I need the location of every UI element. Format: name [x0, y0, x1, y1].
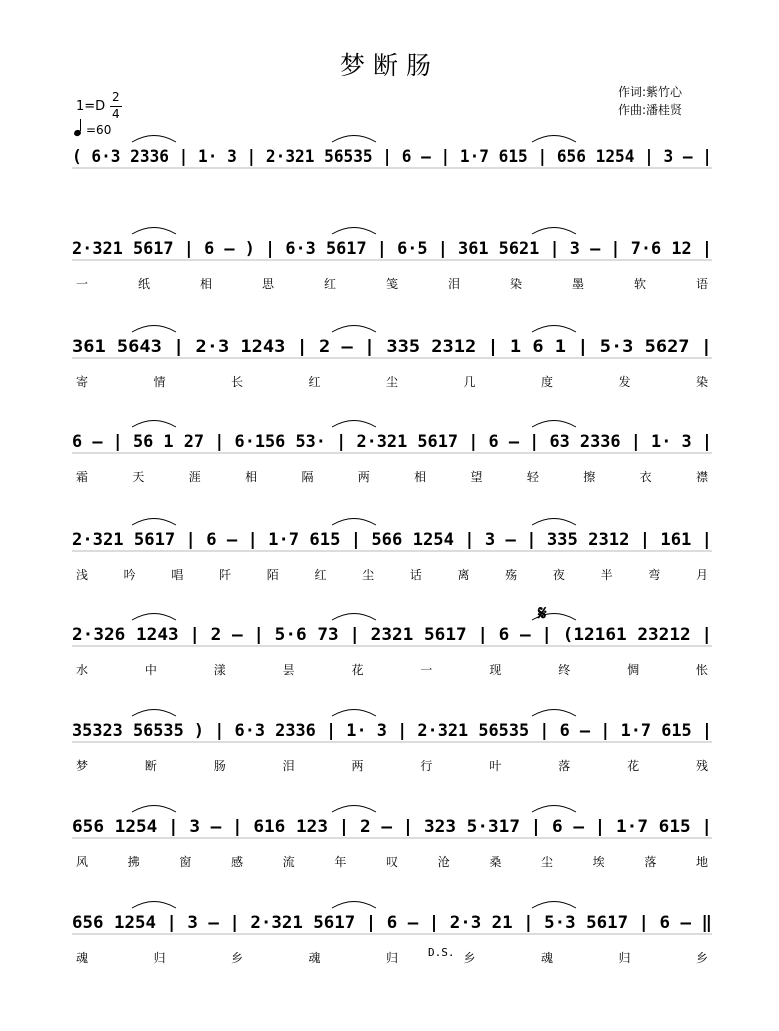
- lyric-syllable: 情: [153, 375, 166, 389]
- slur-arc: [132, 710, 176, 717]
- lyric-syllable: 归: [153, 951, 166, 965]
- lyric-syllable: 陌: [266, 568, 279, 582]
- lyric-syllable: 残: [695, 759, 709, 773]
- lyric-syllable: 纸: [137, 277, 151, 291]
- lyric-syllable: 叹: [385, 855, 399, 869]
- lyric-syllable: 涯: [188, 470, 201, 484]
- lyric-syllable: 阡: [219, 568, 232, 582]
- slur-arc: [532, 519, 576, 526]
- lyric-syllable: 轻: [526, 470, 539, 484]
- lyric-syllable: 弯: [648, 568, 661, 582]
- tempo-value: =60: [86, 123, 112, 137]
- lyric-syllable: 寄: [75, 375, 89, 389]
- slur-arc: [532, 710, 576, 717]
- lyric-syllable: 魂: [308, 951, 321, 965]
- lyric-syllable: 年: [334, 855, 347, 869]
- lyric-syllable: 水: [75, 663, 89, 677]
- slur-arc: [132, 519, 176, 526]
- lyric-syllable: 隔: [301, 470, 314, 484]
- lyric-syllable: 落: [558, 759, 571, 773]
- lyric-syllable: 尘: [385, 375, 399, 389]
- lyric-syllable: 相: [245, 470, 258, 484]
- lyric-syllable: 天: [132, 470, 145, 484]
- lyric-syllable: 尘: [362, 568, 375, 582]
- lyric-syllable: 染: [509, 277, 523, 291]
- slur-arc: [132, 421, 176, 428]
- lyric-syllable: 窗: [179, 855, 192, 869]
- song-title: 梦断肠: [339, 51, 439, 80]
- slur-arc: [332, 228, 376, 235]
- lyric-syllable: 两: [351, 759, 364, 773]
- lyric-syllable: 话: [409, 568, 422, 582]
- lyric-syllable: 襟: [695, 470, 709, 484]
- slur-arc: [132, 614, 176, 621]
- slur-arc: [132, 806, 176, 813]
- lyric-syllable: 红: [314, 568, 327, 582]
- lyric-syllable: 归: [618, 951, 631, 965]
- lyric-syllable: 半: [600, 568, 613, 582]
- slur-arc: [332, 326, 376, 333]
- lyric-syllable: 染: [695, 375, 709, 389]
- lyric-syllable: 流: [282, 855, 295, 869]
- slur-arc: [532, 326, 576, 333]
- lyric-syllable: 乡: [695, 951, 709, 965]
- lyric-syllable: 魂: [540, 951, 554, 965]
- lyric-syllable: 红: [323, 277, 337, 291]
- lyric-syllable: 擦: [583, 470, 596, 484]
- notation-line: 656 1254 | 3 – | 616 123 | 2 – | 323 5·317 | 6 – | 1·7 615 |: [72, 817, 712, 837]
- lyric-syllable: 长: [230, 375, 244, 389]
- meter-top: 2: [112, 90, 120, 104]
- lyric-syllable: 风: [75, 855, 89, 869]
- slur-arc: [532, 902, 576, 909]
- lyric-syllable: 乡: [230, 951, 244, 965]
- lyric-syllable: 相: [414, 470, 427, 484]
- lyric-syllable: 埃: [592, 855, 605, 869]
- lyric-syllable: 叶: [489, 759, 502, 773]
- lyric-syllable: 落: [644, 855, 657, 869]
- lyric-syllable: 泪: [282, 759, 295, 773]
- notation-line: 2·321 5617 | 6 – | 1·7 615 | 566 1254 | 3 – | 335 2312 | 161 |: [72, 530, 712, 550]
- slur-arc: [132, 136, 176, 143]
- lyric-syllable: 行: [420, 759, 433, 773]
- notation-line: ( 6·3 2336 | 1· 3 | 2·321 56535 | 6 – | 1·7 615 | 656 1254 | 3 – |: [72, 147, 712, 167]
- lyric-syllable: 漾: [213, 663, 226, 677]
- slur-arc: [532, 806, 576, 813]
- lyric-syllable: 墨: [571, 277, 585, 291]
- lyric-syllable: 浅: [75, 568, 89, 582]
- slur-arc: [132, 326, 176, 333]
- lyric-syllable: 红: [308, 375, 321, 389]
- slur-arc: [532, 136, 576, 143]
- lyric-syllable: 花: [627, 759, 640, 773]
- lyric-syllable: 归: [385, 951, 399, 965]
- lyric-syllable: 吟: [123, 568, 136, 582]
- lyric-syllable: 几: [463, 375, 476, 389]
- lyric-syllable: 拂: [127, 855, 140, 869]
- lyric-syllable: 度: [540, 375, 554, 389]
- ds-marking: D.S.: [428, 946, 455, 959]
- slur-arc: [332, 136, 376, 143]
- notation-line: 6 – | 56 1 27 | 6·156 53· | 2·321 5617 | 6 – | 63 2336 | 1· 3 |: [72, 432, 712, 452]
- slur-arc: [332, 902, 376, 909]
- lyric-syllable: 梦: [75, 759, 89, 773]
- notation-line: 361 5643 | 2·3 1243 | 2 – | 335 2312 | 1 6 1 | 5·3 5627 |: [72, 337, 713, 357]
- lyric-syllable: 月: [695, 568, 709, 582]
- slur-arc: [532, 228, 576, 235]
- lyric-syllable: 一: [75, 277, 89, 291]
- lyric-syllable: 笺: [385, 277, 399, 291]
- lyric-syllable: 离: [457, 568, 470, 582]
- lyric-syllable: 两: [357, 470, 370, 484]
- lyric-syllable: 地: [695, 855, 709, 869]
- slur-arc: [332, 519, 376, 526]
- notation-line: 656 1254 | 3 – | 2·321 5617 | 6 – | 2·3 21 | 5·3 5617 | 6 – ‖: [72, 913, 712, 933]
- lyric-syllable: 现: [489, 663, 502, 677]
- lyricist-credit: 作词:紫竹心: [618, 85, 683, 99]
- lyric-syllable: 魂: [75, 951, 89, 965]
- slur-arc: [132, 228, 176, 235]
- lyric-syllable: 感: [230, 855, 244, 869]
- slur-arc: [132, 902, 176, 909]
- meter-bottom: 4: [112, 107, 120, 121]
- lyric-syllable: 桑: [489, 855, 502, 869]
- slur-arc: [332, 710, 376, 717]
- lyric-syllable: 霜: [75, 470, 89, 484]
- lyric-syllable: 终: [558, 663, 571, 677]
- lyric-syllable: 昙: [282, 663, 295, 677]
- notation-line: 35323 56535 ) | 6·3 2336 | 1· 3 | 2·321 56535 | 6 – | 1·7 615 |: [72, 721, 712, 741]
- lyric-syllable: 殇: [505, 568, 518, 582]
- lyric-syllable: 断: [144, 759, 157, 773]
- notation-line: 2·321 5617 | 6 – ) | 6·3 5617 | 6·5 | 361 5621 | 3 – | 7·6 12 |: [72, 239, 712, 259]
- lyric-syllable: 惆: [627, 663, 640, 677]
- lyric-syllable: 花: [351, 663, 364, 677]
- lyric-syllable: 唱: [171, 568, 184, 582]
- lyric-syllable: 夜: [552, 568, 565, 582]
- slur-arc: [532, 421, 576, 428]
- lyric-syllable: 一: [420, 663, 433, 677]
- lyric-syllable: 望: [470, 470, 483, 484]
- lyric-syllable: 乡: [463, 951, 476, 965]
- lyric-syllable: 泪: [447, 277, 461, 291]
- lyric-syllable: 相: [199, 277, 213, 291]
- lyric-syllable: 沧: [437, 855, 450, 869]
- slur-arc: [332, 421, 376, 428]
- slur-arc: [332, 806, 376, 813]
- lyric-syllable: 语: [695, 277, 709, 291]
- lyric-syllable: 思: [261, 277, 275, 291]
- slur-arc: [332, 614, 376, 621]
- segno-icon: 𝄋: [538, 601, 547, 625]
- lyric-syllable: 中: [144, 663, 157, 677]
- lyric-syllable: 发: [618, 375, 631, 389]
- lyric-syllable: 肠: [213, 759, 226, 773]
- notation-line: 2·326 1243 | 2 – | 5·6 73 | 2321 5617 | 6 – | (12161 23212 |: [72, 625, 712, 645]
- key-signature: 1=D: [76, 99, 106, 114]
- lyric-syllable: 怅: [695, 663, 709, 677]
- composer-credit: 作曲:潘桂贤: [618, 103, 683, 117]
- lyric-syllable: 软: [633, 277, 647, 291]
- lyric-syllable: 尘: [540, 855, 554, 869]
- lyric-syllable: 衣: [639, 470, 652, 484]
